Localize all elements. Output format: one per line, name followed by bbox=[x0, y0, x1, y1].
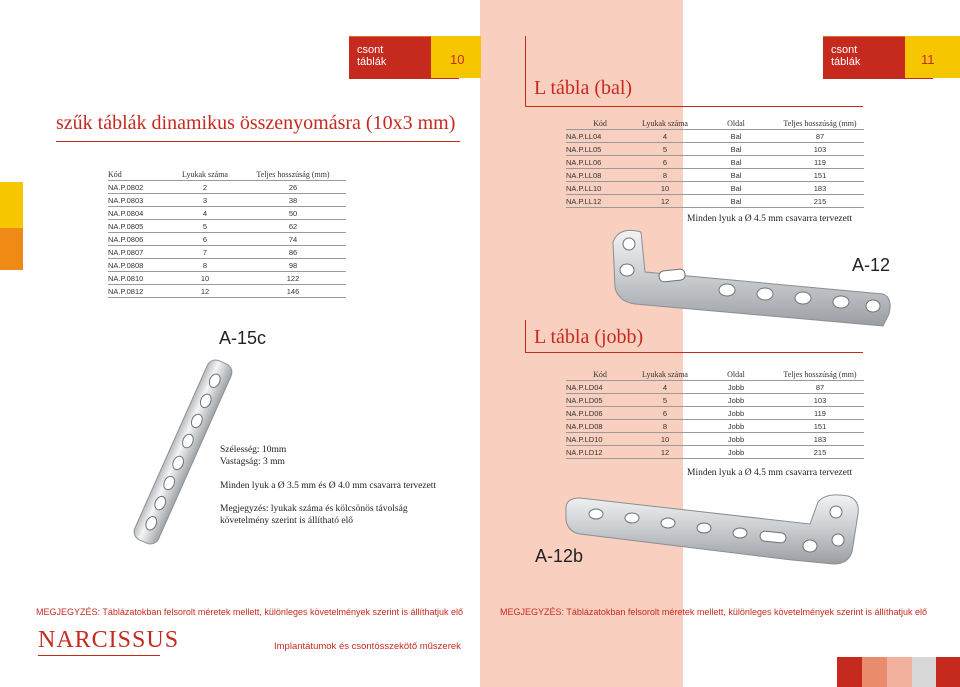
table-cell: NA.P.0803 bbox=[108, 194, 170, 207]
page-number-box bbox=[431, 36, 481, 78]
table-cell: 4 bbox=[170, 207, 240, 220]
brand-subtitle: Implantátumok és csontösszekötő műszerek bbox=[274, 641, 461, 652]
table-row bbox=[108, 259, 346, 272]
table-cell: 87 bbox=[776, 381, 864, 394]
l-plate-left-image bbox=[605, 222, 895, 332]
color-swatch bbox=[912, 657, 936, 687]
table-row bbox=[566, 195, 864, 208]
table-cell: 151 bbox=[776, 169, 864, 182]
left-page-title: szűk táblák dinamikus összenyomásra (10x3 mm) bbox=[56, 112, 456, 134]
table-cell: 8 bbox=[634, 169, 696, 182]
table-cell: Jobb bbox=[696, 420, 776, 433]
table-cell: 119 bbox=[776, 156, 864, 169]
table-cell: NA.P.0812 bbox=[108, 285, 170, 298]
page-number: 11 bbox=[921, 52, 935, 67]
table-cell: 86 bbox=[240, 246, 346, 259]
table-cell: Bal bbox=[696, 195, 776, 208]
table-header-cell: Teljes hosszúság (mm) bbox=[776, 368, 864, 381]
table-cell: 38 bbox=[240, 194, 346, 207]
table-cell: NA.P.LD05 bbox=[566, 394, 634, 407]
table-cell: 183 bbox=[776, 433, 864, 446]
color-swatch bbox=[887, 657, 912, 687]
table-row bbox=[566, 394, 864, 407]
table-cell: 74 bbox=[240, 233, 346, 246]
table-row bbox=[108, 285, 346, 298]
table-cell: 5 bbox=[634, 394, 696, 407]
width-text: Szélesség: 10mm bbox=[220, 445, 287, 455]
table-header-cell: Lyukak száma bbox=[634, 117, 696, 130]
table-cell: NA.P.LL10 bbox=[566, 182, 634, 195]
table-header-cell: Kód bbox=[108, 168, 170, 181]
l-plate-right-table bbox=[566, 368, 864, 459]
table-header-cell: Lyukak száma bbox=[634, 368, 696, 381]
table-cell: 12 bbox=[170, 285, 240, 298]
table-row bbox=[108, 194, 346, 207]
table-row bbox=[108, 181, 346, 194]
table-row bbox=[108, 220, 346, 233]
table-header-cell: Oldal bbox=[696, 117, 776, 130]
title-underline bbox=[56, 141, 460, 142]
table-cell: NA.P.0808 bbox=[108, 259, 170, 272]
table-row bbox=[566, 446, 864, 459]
product-code-a15c: A-15c bbox=[219, 328, 267, 348]
table-header-cell: Teljes hosszúság (mm) bbox=[776, 117, 864, 130]
table-cell: 26 bbox=[240, 181, 346, 194]
table-cell: NA.P.LD10 bbox=[566, 433, 634, 446]
table-row bbox=[108, 233, 346, 246]
table-header-cell: Kód bbox=[566, 117, 634, 130]
table-cell: 8 bbox=[170, 259, 240, 272]
header-line2: táblák bbox=[357, 56, 387, 68]
table-cell: 2 bbox=[170, 181, 240, 194]
table-cell: 4 bbox=[634, 381, 696, 394]
header-line1: csont bbox=[831, 44, 858, 56]
page-number: 10 bbox=[450, 52, 465, 67]
table-row bbox=[566, 420, 864, 433]
product-code-a12b: A-12b bbox=[535, 546, 584, 566]
table-cell: 98 bbox=[240, 259, 346, 272]
table-cell: 12 bbox=[634, 195, 696, 208]
table-row bbox=[566, 143, 864, 156]
table-cell: Bal bbox=[696, 156, 776, 169]
table-cell: NA.P.LL08 bbox=[566, 169, 634, 182]
brand-logo: NARCISSUS bbox=[38, 627, 180, 653]
table-cell: 122 bbox=[240, 272, 346, 285]
header-line2: táblák bbox=[831, 56, 861, 68]
table-cell: 10 bbox=[170, 272, 240, 285]
color-swatch bbox=[862, 657, 887, 687]
table-cell: NA.P.0806 bbox=[108, 233, 170, 246]
header-line1: csont bbox=[357, 44, 384, 56]
table-cell: 6 bbox=[634, 156, 696, 169]
table-row bbox=[108, 246, 346, 259]
table-header-cell: Lyukak száma bbox=[170, 168, 240, 181]
table-cell: NA.P.0807 bbox=[108, 246, 170, 259]
table-cell: 7 bbox=[170, 246, 240, 259]
table-cell: 5 bbox=[634, 143, 696, 156]
table-cell: NA.P.LL06 bbox=[566, 156, 634, 169]
table-cell: 50 bbox=[240, 207, 346, 220]
side-band-yellow bbox=[0, 182, 23, 228]
table-cell: Bal bbox=[696, 130, 776, 143]
remark-line2: követelmény szerint is állítható elő bbox=[220, 516, 353, 526]
table-row bbox=[108, 272, 346, 285]
table-cell: NA.P.LD12 bbox=[566, 446, 634, 459]
table-cell: Jobb bbox=[696, 446, 776, 459]
table-cell: Jobb bbox=[696, 381, 776, 394]
section-title-left-l-plate: L tábla (bal) bbox=[534, 77, 633, 99]
table-cell: NA.P.0805 bbox=[108, 220, 170, 233]
table-cell: NA.P.LD04 bbox=[566, 381, 634, 394]
side-band-orange bbox=[0, 228, 23, 270]
table-row bbox=[566, 156, 864, 169]
table-cell: NA.P.LL05 bbox=[566, 143, 634, 156]
table-cell: 215 bbox=[776, 195, 864, 208]
table-cell: 215 bbox=[776, 446, 864, 459]
table-cell: 183 bbox=[776, 182, 864, 195]
table-cell: Bal bbox=[696, 169, 776, 182]
table-row bbox=[566, 169, 864, 182]
table-header-row bbox=[108, 168, 346, 181]
table-cell: Jobb bbox=[696, 433, 776, 446]
table-cell: Bal bbox=[696, 182, 776, 195]
table-cell: 146 bbox=[240, 285, 346, 298]
screw-text-section1: Minden lyuk a Ø 4.5 mm csavarra tervezett bbox=[687, 214, 853, 224]
table-cell: NA.P.LL12 bbox=[566, 195, 634, 208]
table-row bbox=[566, 433, 864, 446]
table-cell: 62 bbox=[240, 220, 346, 233]
table-cell: 10 bbox=[634, 182, 696, 195]
l-plate-right-image bbox=[560, 490, 880, 580]
thickness-text: Vastagság: 3 mm bbox=[220, 457, 285, 467]
narrow-plates-table bbox=[108, 168, 346, 298]
table-header-row bbox=[566, 368, 864, 381]
table-row bbox=[566, 381, 864, 394]
title-vertical-rule bbox=[525, 320, 526, 352]
table-cell: 3 bbox=[170, 194, 240, 207]
table-header-cell: Kód bbox=[566, 368, 634, 381]
table-cell: 87 bbox=[776, 130, 864, 143]
table-cell: 6 bbox=[634, 407, 696, 420]
table-cell: NA.P.LD06 bbox=[566, 407, 634, 420]
table-header-cell: Teljes hosszúság (mm) bbox=[240, 168, 346, 181]
color-swatch bbox=[936, 657, 960, 687]
title-underline bbox=[525, 352, 863, 353]
table-cell: 151 bbox=[776, 420, 864, 433]
right-footnote: MEGJEGYZÉS: Táblázatokban felsorolt méretek mellett, különleges követelmények szerint is állíthatjuk elő bbox=[500, 607, 928, 617]
table-cell: NA.P.0810 bbox=[108, 272, 170, 285]
table-header-row bbox=[566, 117, 864, 130]
product-code-a12: A-12 bbox=[852, 255, 891, 275]
screw-text-left: Minden lyuk a Ø 3.5 mm és Ø 4.0 mm csavarra tervezett bbox=[220, 481, 437, 491]
table-cell: 103 bbox=[776, 143, 864, 156]
table-header-cell: Oldal bbox=[696, 368, 776, 381]
title-vertical-rule bbox=[525, 36, 526, 107]
table-cell: 6 bbox=[170, 233, 240, 246]
table-row bbox=[566, 407, 864, 420]
brand-underline bbox=[38, 655, 160, 656]
table-cell: NA.P.LD08 bbox=[566, 420, 634, 433]
table-cell: Jobb bbox=[696, 407, 776, 420]
table-cell: NA.P.0804 bbox=[108, 207, 170, 220]
table-cell: NA.P.0802 bbox=[108, 181, 170, 194]
table-cell: 8 bbox=[634, 420, 696, 433]
screw-text-section2: Minden lyuk a Ø 4.5 mm csavarra tervezett bbox=[687, 468, 853, 478]
color-swatch bbox=[837, 657, 862, 687]
table-row bbox=[108, 207, 346, 220]
table-cell: 10 bbox=[634, 433, 696, 446]
table-cell: 119 bbox=[776, 407, 864, 420]
table-cell: NA.P.LL04 bbox=[566, 130, 634, 143]
table-cell: 12 bbox=[634, 446, 696, 459]
page-number-box bbox=[905, 36, 960, 78]
remark-line1: Megjegyzés: lyukak száma és kölcsönös távolság bbox=[220, 504, 408, 514]
table-cell: 5 bbox=[170, 220, 240, 233]
title-underline bbox=[525, 106, 863, 107]
table-cell: 103 bbox=[776, 394, 864, 407]
section-title-right-l-plate: L tábla (jobb) bbox=[534, 326, 644, 348]
table-cell: 4 bbox=[634, 130, 696, 143]
l-plate-left-table bbox=[566, 117, 864, 208]
table-cell: Jobb bbox=[696, 394, 776, 407]
table-row bbox=[566, 182, 864, 195]
table-row bbox=[566, 130, 864, 143]
table-cell: Bal bbox=[696, 143, 776, 156]
left-footnote: MEGJEGYZÉS: Táblázatokban felsorolt méretek mellett, különleges követelmények szerint is állíthatjuk elő bbox=[36, 607, 464, 617]
